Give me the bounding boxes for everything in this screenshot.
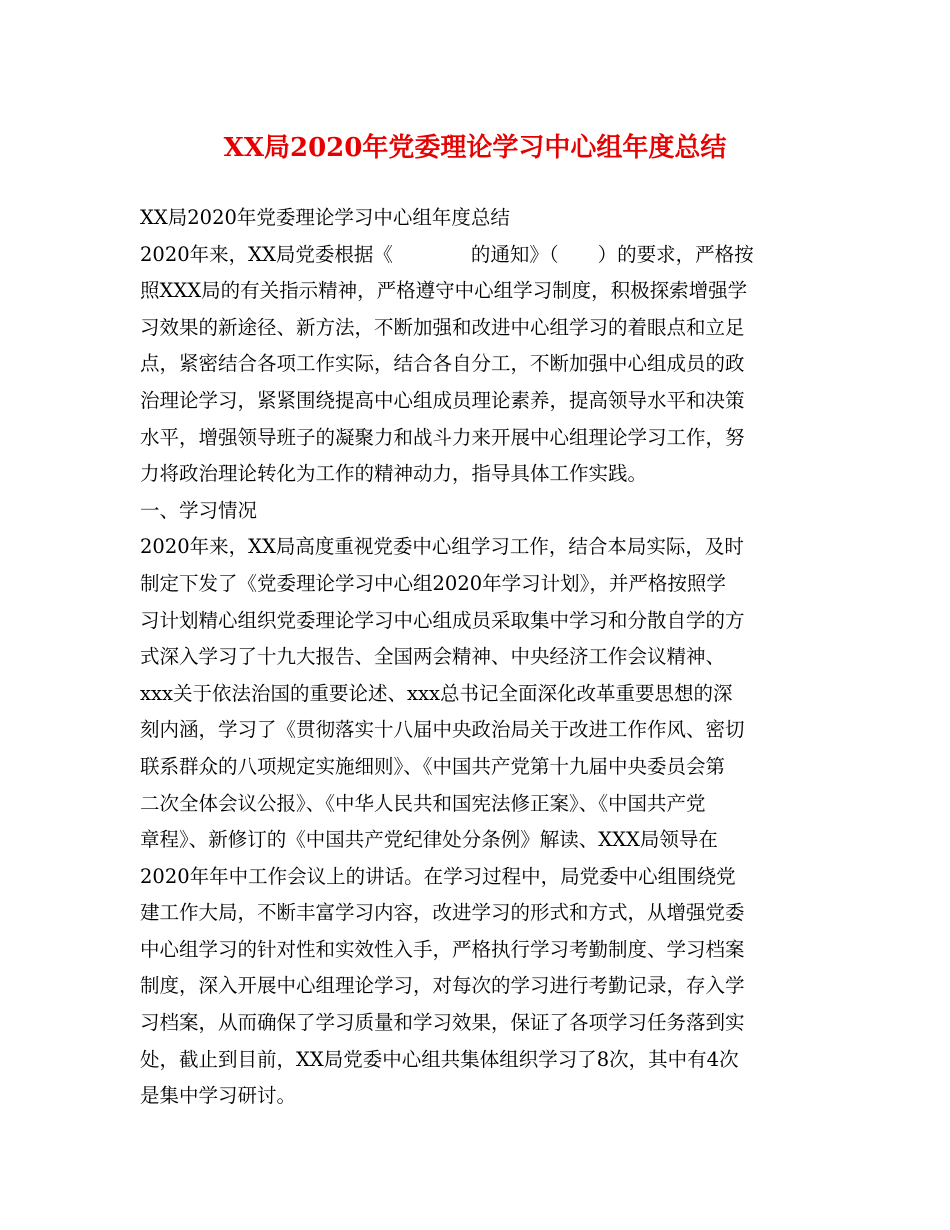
body-line: 制定下发了《党委理论学习中心组2020年学习计划》，并严格按照学	[140, 571, 726, 595]
body-line: 照XXX局的有关指示精神，严格遵守中心组学习制度，积极探索增强学	[140, 279, 748, 303]
body-line: 联系群众的八项规定实施细则》、《中国共产党第十九届中央委员会第	[140, 754, 726, 778]
body-line: 中心组学习的针对性和实效性入手，严格执行学习考勤制度、学习档案	[140, 937, 745, 961]
body-line: 处，截止到目前，XX局党委中心组共集体组织学习了8次，其中有4次	[140, 1047, 739, 1071]
section-heading: 一、学习情况	[140, 498, 258, 522]
body-line: 治理论学习，紧紧围绕提高中心组成员理论素养，提高领导水平和决策	[140, 388, 745, 412]
body-line: 习计划精心组织党委理论学习中心组成员采取集中学习和分散自学的方	[140, 608, 745, 632]
body-line: 习效果的新途径、新方法，不断加强和改进中心组学习的着眼点和立足	[140, 315, 745, 339]
body-line: xxx关于依法治国的重要论述、xxx总书记全面深化改革重要思想的深	[140, 681, 733, 705]
body-line: 2020年来，XX局高度重视党委中心组学习工作，结合本局实际，及时	[140, 535, 744, 559]
body-line: 章程》、新修订的《中国共产党纪律处分条例》解读、XXX局领导在	[140, 828, 718, 852]
body-line: 力将政治理论转化为工作的精神动力，指导具体工作实践。	[140, 462, 648, 486]
body-line: 刻内涵，学习了《贯彻落实十八届中央政治局关于改进工作作风、密切	[140, 718, 745, 742]
body-line: 点，紧密结合各项工作实际，结合各自分工，不断加强中心组成员的政	[140, 352, 745, 376]
body-line: 建工作大局，不断丰富学习内容，改进学习的形式和方式，从增强党委	[140, 901, 745, 925]
document-body	[140, 200, 840, 1115]
body-line: 制度，深入开展中心组理论学习，对每次的学习进行考勤记录，存入学	[140, 974, 745, 998]
body-line: 水平，增强领导班子的凝聚力和战斗力来开展中心组理论学习工作，努	[140, 425, 745, 449]
body-line: 是集中学习研讨。	[140, 1084, 297, 1108]
body-line: 二次全体会议公报》、《中华人民共和国宪法修正案》、《中国共产党	[140, 791, 706, 815]
body-line: 习档案，从而确保了学习质量和学习效果，保证了各项学习任务落到实	[140, 1011, 745, 1035]
body-line: 式深入学习了十九大报告、全国两会精神、中央经济工作会议精神、	[140, 645, 726, 669]
body-line: XX局2020年党委理论学习中心组年度总结	[140, 206, 510, 229]
document-title: XX局2020年党委理论学习中心组年度总结	[223, 133, 727, 163]
body-line: 2020年来，XX局党委根据《 的通知》（ ）的要求，严格按	[140, 242, 754, 266]
body-line: 2020年年中工作会议上的讲话。在学习过程中，局党委中心组围绕党	[140, 864, 736, 888]
